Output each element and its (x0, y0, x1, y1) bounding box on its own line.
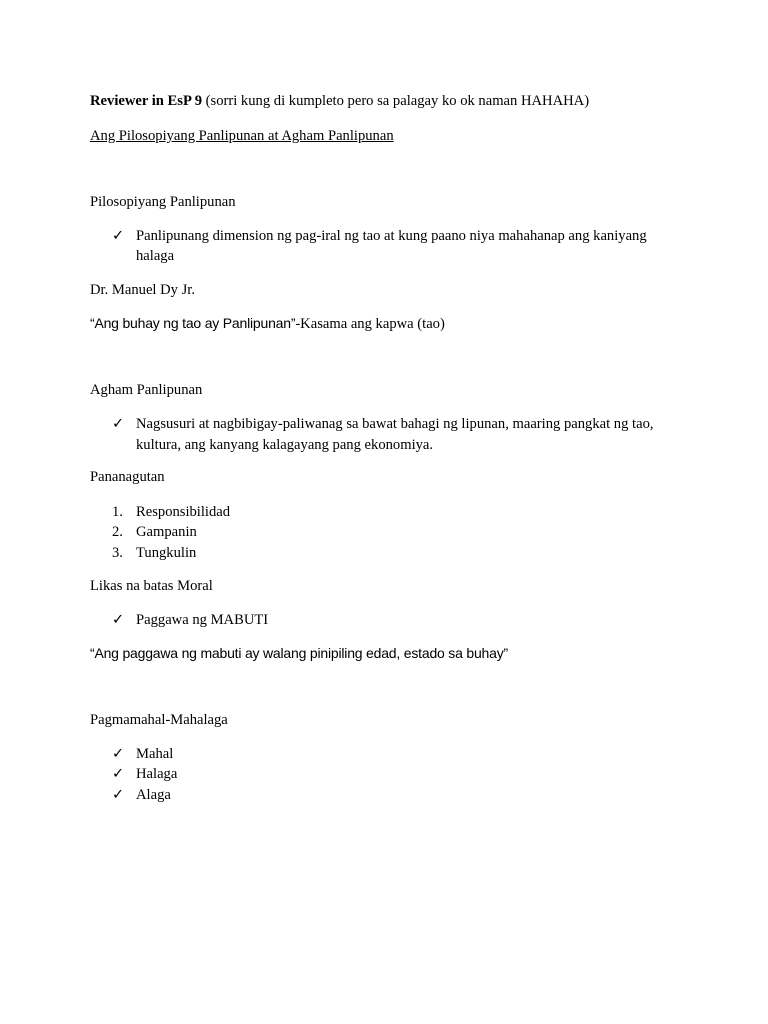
item-text: Tungkulin (136, 545, 197, 561)
title-note: (sorri kung di kumpleto pero sa palagay ko ok naman HAHAHA) (205, 93, 590, 109)
title-bold: Reviewer in EsP 9 (90, 93, 203, 109)
bullet-text: Paggawa ng MABUTI (136, 612, 269, 628)
item-number: 1. (112, 504, 123, 520)
check-icon: ✓ (112, 746, 125, 762)
section-heading-pananagutan: Pananagutan (90, 469, 165, 485)
dy-quote: “Ang buhay ng tao ay Panlipunan” (90, 315, 296, 331)
item-text: Gampanin (136, 524, 197, 540)
item-number: 3. (112, 545, 123, 561)
document-title (90, 92, 589, 110)
section-heading-likas: Likas na batas Moral (90, 578, 213, 594)
dy-quote-rest: -Kasama ang kapwa (tao) (295, 316, 445, 332)
bullet-text-line2: kultura, ang kanyang kalagayang pang ekonomiya. (136, 437, 434, 453)
bullet-text: Alaga (136, 787, 171, 803)
check-icon: ✓ (112, 612, 125, 628)
bullet-text-line1: Nagsusuri at nagbibigay-paliwanag sa bawat bahagi ng lipunan, maaring pangkat ng tao, (136, 416, 654, 432)
bullet-text: Mahal (136, 746, 174, 762)
bullet-text-line2: halaga (136, 248, 175, 264)
check-icon: ✓ (112, 416, 125, 432)
check-icon: ✓ (112, 766, 125, 782)
section-heading-pilosopiya: Pilosopiyang Panlipunan (90, 194, 236, 210)
document-subtitle: Ang Pilosopiyang Panlipunan at Agham Panlipunan (90, 128, 394, 144)
check-icon: ✓ (112, 787, 125, 803)
item-number: 2. (112, 524, 123, 540)
check-icon: ✓ (112, 228, 125, 244)
bullet-text-line1: Panlipunang dimension ng pag-iral ng tao at kung paano niya mahahanap ang kaniyang (136, 228, 647, 244)
section-heading-agham: Agham Panlipunan (90, 382, 203, 398)
bullet-text: Halaga (136, 766, 178, 782)
section-heading-dy: Dr. Manuel Dy Jr. (90, 282, 195, 298)
likas-quote: “Ang paggawa ng mabuti ay walang pinipiling edad, estado sa buhay” (90, 645, 508, 661)
dy-quote-line (90, 314, 445, 333)
section-heading-pagmamahal: Pagmamahal-Mahalaga (90, 712, 228, 728)
item-text: Responsibilidad (136, 504, 231, 520)
